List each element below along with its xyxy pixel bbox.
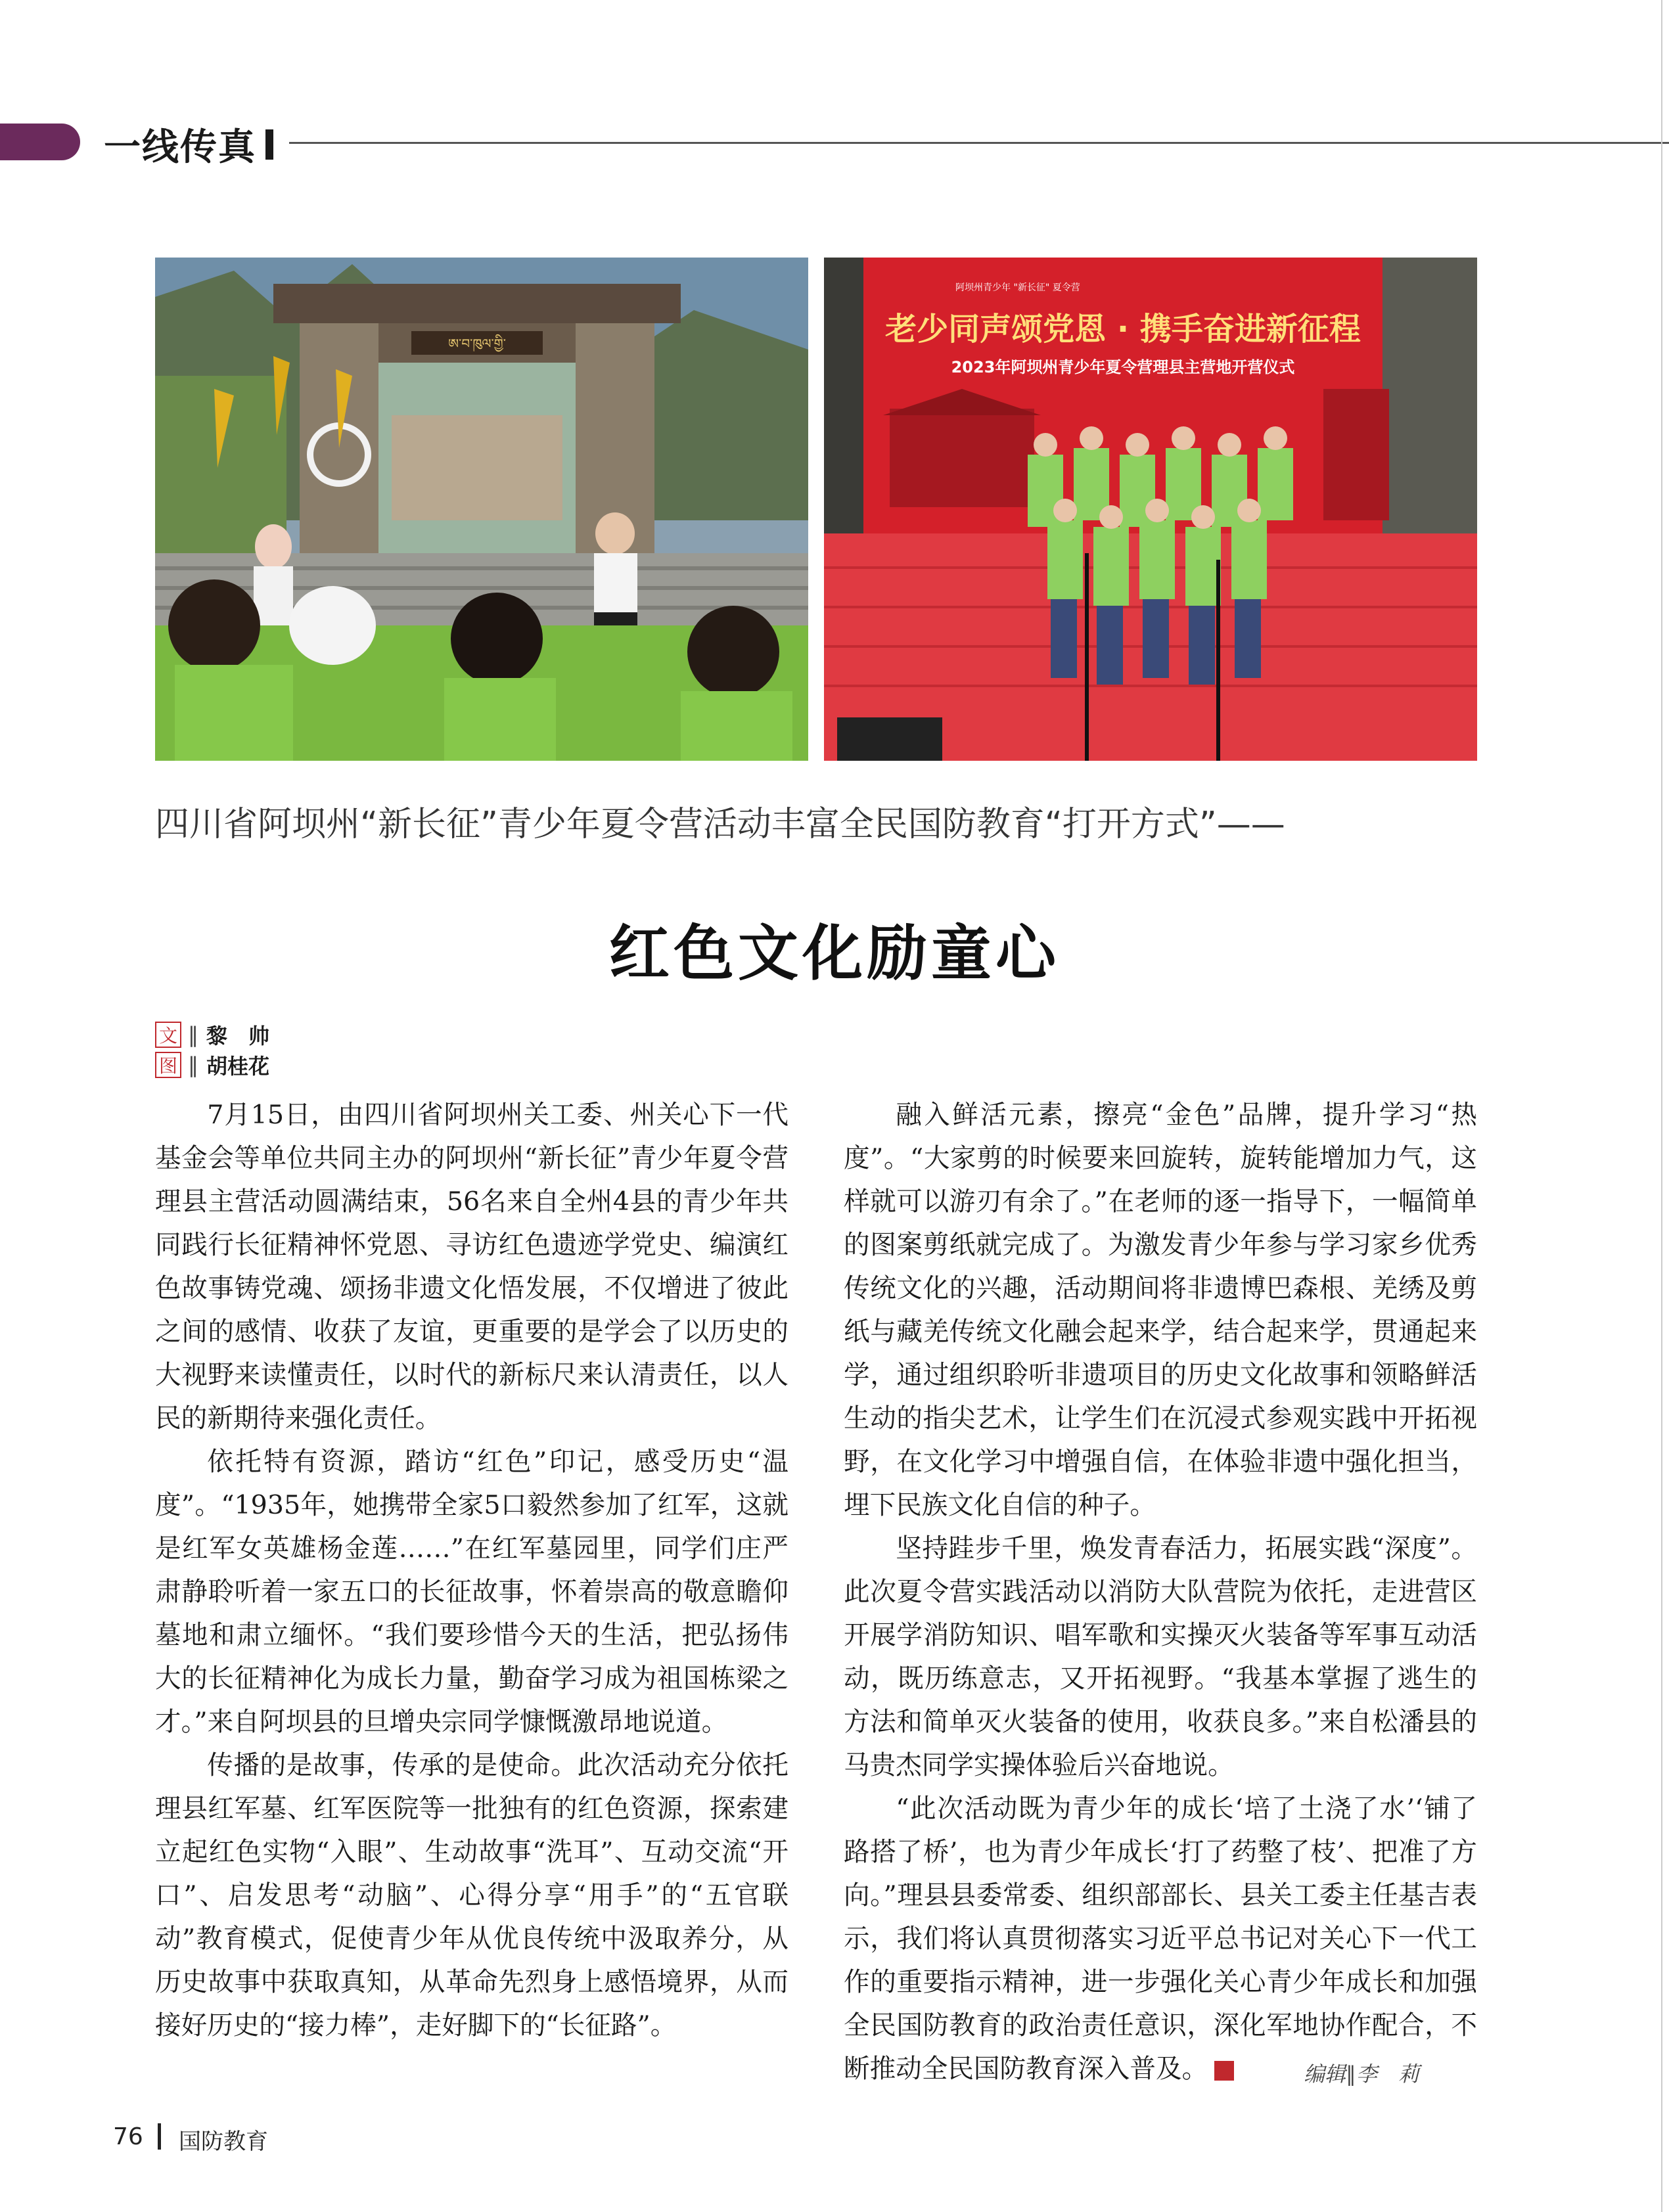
photo-stage-opening-ceremony: [824, 258, 1477, 761]
byline-author-name: 黎 帅: [206, 1024, 270, 1049]
byline-photographer: [155, 1050, 269, 1080]
magazine-name: 国防教育: [179, 2129, 268, 2155]
article-column-right: [844, 1093, 1477, 2090]
article-paragraph: 融入鲜活元素，擦亮“金色”品牌，提升学习“热度”。“大家剪的时候要来回旋转，旋转能增加力气，这样就可以游刃有余了。”在老师的逐一指导下，一幅简单的图案剪纸就完成了。为激发青少年参与学习家乡优秀传统文化的兴趣，活动期间将非遗博巴森根、羌绣及剪纸与藏羌传统文化融会起来学，结合起来学，贯通起来学，通过组织聆听非遗项目的历史文化故事和领略鲜活生动的指尖艺术，让学生们在沉浸式参观实践中开拓视野，在文化学习中增强自信，在体验非遗中强化担当，埋下民族文化自信的种子。: [844, 1100, 1477, 1520]
gate-sign-text: ཨ་བ་ཁུལ་གྱི་: [448, 336, 506, 351]
section-title: 一线传真: [104, 126, 256, 169]
article-paragraph: 坚持跬步千里，焕发青春活力，拓展实践“深度”。此次夏令营实践活动以消防大队营院为依托，走进营区开展学消防知识、唱军歌和实操灭火装备等军事互动活动，既历练意志，又开拓视野。“我基本掌握了逃生的方法和简单灭火装备的使用，收获良多。”来自松潘县的马贵杰同学实操体验后兴奋地说。: [844, 1533, 1477, 1780]
photo-gateway-storytelling: [155, 258, 808, 761]
banner-org-text: 阿坝州青少年 "新长征" 夏令营: [955, 282, 1080, 293]
byline-photographer-name: 胡桂花: [206, 1054, 270, 1079]
header-rule: [289, 142, 1669, 144]
banner-title-text: 老少同声颂党恩 · 携手奋进新征程: [885, 311, 1361, 348]
article-title: 红色文化励童心: [608, 918, 1060, 989]
page-number: 76: [113, 2123, 143, 2150]
article-paragraph-text: “此次活动既为青少年的成长‘培了土浇了水’‘铺了路搭了桥’，也为青少年成长‘打了药整了枝’、把准了方向。”理县县委常委、组织部部长、县关工委主任基吉表示，我们将认真贯彻落实习近平总书记对关心下一代工作的重要指示精神，进一步强化关心青少年成长和加强全民国防教育的政治责任意识，深化军地协作配合，不断推动全民国防教育深入普及。: [844, 1794, 1477, 2084]
section-tab-marker: [0, 124, 80, 160]
footer-divider: [158, 2123, 161, 2150]
article-paragraph: 依托特有资源，踏访“红色”印记，感受历史“温度”。“1935年，她携带全家5口毅然参加了红军，这就是红军女英雄杨金莲……”在红军墓园里，同学们庄严肃静聆听着一家五口的长征故事，怀着崇高的敬意瞻仰墓地和肃立缅怀。“我们要珍惜今天的生活，把弘扬伟大的长征精神化为成长力量，勤奋学习成为祖国栋梁之才。”来自阿坝县的旦增央宗同学慷慨激昂地说道。: [155, 1447, 789, 1737]
byline-author-tag: 文: [155, 1022, 181, 1048]
article-paragraph: 7月15日，由四川省阿坝州关工委、州关心下一代基金会等单位共同主办的阿坝州“新长征”青少年夏令营理县主营活动圆满结束，56名来自全州4县的青少年共同践行长征精神怀党恩、寻访红色遗迹学党史、编演红色故事铸党魂、颂扬非遗文化悟发展，不仅增进了彼此之间的感情、收获了友谊，更重要的是学会了以历史的大视野来读懂责任，以时代的新标尺来认清责任，以人民的新期待来强化责任。: [155, 1100, 789, 1433]
byline-author: [155, 1020, 269, 1050]
article-subtitle: 四川省阿坝州“新长征”青少年夏令营活动丰富全民国防教育“打开方式”——: [155, 805, 1285, 844]
article-paragraph: 传播的是故事，传承的是使命。此次活动充分依托理县红军墓、红军医院等一批独有的红色资源，探索建立起红色实物“入眼”、生动故事“洗耳”、互动交流“开口”、启发思考“动脑”、心得分享“用手”的“五官联动”教育模式，促使青少年从优良传统中汲取养分，从历史故事中获取真知，从革命先烈身上感悟境界，从而接好历史的“接力棒”，走好脚下的“长征路”。: [155, 1750, 789, 2041]
byline-separator: ‖: [188, 1022, 198, 1047]
byline-separator: ‖: [188, 1052, 198, 1077]
article-paragraph-last: [844, 1787, 1477, 2090]
byline-photo-tag: 图: [155, 1052, 181, 1078]
editor-credit: 编辑∥李 莉: [1304, 2062, 1420, 2087]
page-edge-line: [1661, 0, 1662, 2212]
article-column-left: [155, 1093, 789, 2047]
banner-subtitle-text: 2023年阿坝州青少年夏令营理县主营地开营仪式: [951, 358, 1295, 376]
end-mark-icon: G: [1214, 2061, 1234, 2081]
section-title-bar: [265, 129, 273, 160]
